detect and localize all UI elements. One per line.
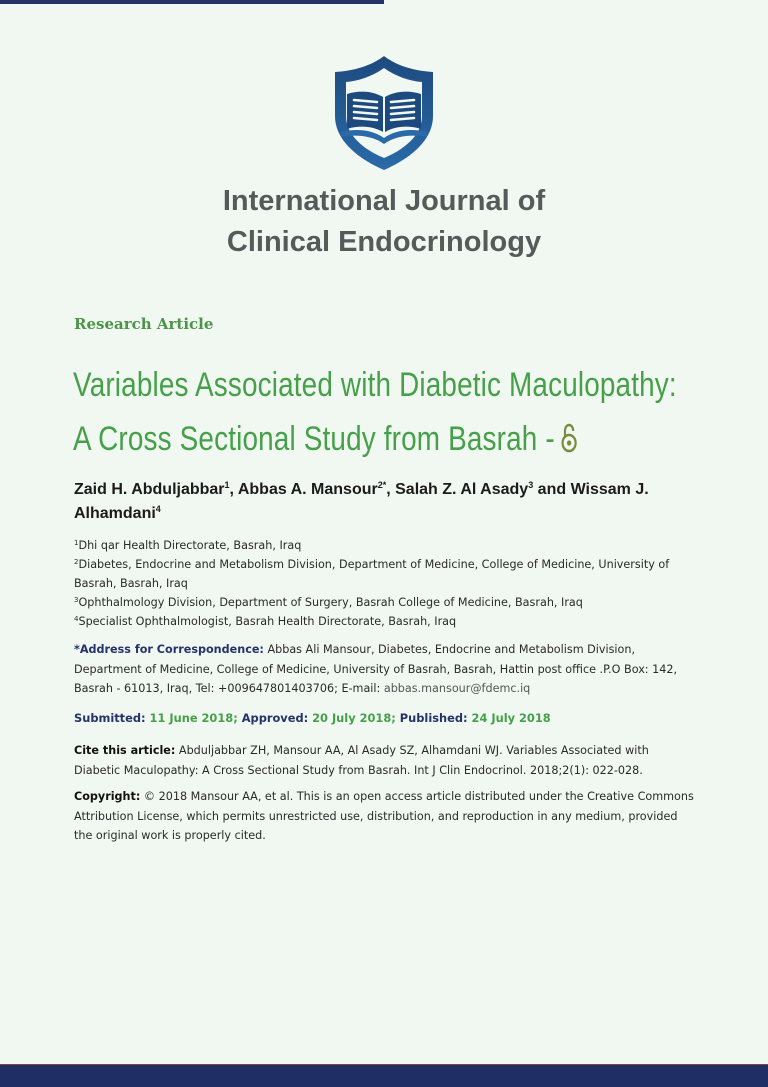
submitted-date: 11 June 2018;: [145, 711, 238, 725]
paper-title: [73, 358, 733, 466]
correspondence-email-link[interactable]: abbas.mansour@fdemc.iq: [383, 682, 531, 695]
paper-title-line1: Variables Associated with Diabetic Maculopathy:: [73, 366, 677, 404]
correspondence-block: [74, 640, 694, 699]
author-affiliation-mark: 1: [224, 480, 230, 490]
approved-date: 20 July 2018;: [308, 711, 396, 725]
affiliation-mark: 1: [74, 539, 79, 547]
affiliation-mark: 4: [74, 615, 79, 623]
published-date: 24 July 2018: [467, 711, 551, 725]
author-separator: and: [533, 481, 571, 498]
correspondence-label: *Address for Correspondence:: [74, 643, 264, 656]
cite-label: Cite this article:: [74, 744, 176, 757]
affiliation-text: Specialist Ophthalmologist, Basrah Health Directorate, Basrah, Iraq: [78, 615, 457, 628]
affiliation-item: [74, 612, 694, 631]
journal-logo: [331, 54, 437, 172]
author-name: Salah Z. Al Asady: [395, 481, 529, 498]
author-name: Abbas A. Mansour: [237, 481, 378, 498]
author-affiliation-mark: 2*: [377, 480, 387, 490]
affiliation-item: [74, 593, 694, 612]
citation-block: [74, 741, 696, 780]
copyright-text: © 2018 Mansour AA, et al. This is an open access article distributed under the Creative Commons Attribution License, which permits unrestricted use, distribution, and reproduction in any medium, provided the original work is properly cited.: [74, 790, 694, 842]
paper-title-line2-text: A Cross Sectional Study from Basrah -: [73, 420, 555, 458]
affiliation-mark: 2: [74, 558, 79, 566]
open-access-lock-icon: [560, 415, 578, 445]
affiliation-list: [74, 536, 694, 631]
copyright-block: [74, 787, 696, 846]
author-name: Zaid H. Abduljabbar: [74, 481, 225, 498]
affiliation-text: Diabetes, Endocrine and Metabolism Division, Department of Medicine, College of Medicine, University of Basrah, Basrah, Iraq: [74, 558, 670, 590]
affiliation-item: [74, 555, 694, 593]
author-separator: ,: [386, 481, 396, 498]
bottom-footer-bar: [0, 1064, 768, 1087]
author-affiliation-mark: 3: [528, 480, 534, 490]
publication-dates: [74, 711, 694, 725]
affiliation-item: [74, 536, 694, 555]
submitted-label: Submitted:: [74, 711, 146, 725]
correspondence-text: Abbas Ali Mansour, Diabetes, Endocrine and Metabolism Division, Department of Medicine, College of Medicine, University of Basrah, Basrah, Hattin post office .P.O Box: 142, Basrah - 61013, Iraq, Tel: +009647801403706; E-mail:: [74, 643, 678, 695]
affiliation-text: Ophthalmology Division, Department of Surgery, Basrah College of Medicine, Basrah, Iraq: [78, 596, 583, 609]
top-accent-bar: [0, 0, 384, 4]
journal-title: [0, 181, 768, 263]
journal-title-line2: Clinical Endocrinology: [226, 226, 542, 258]
author-affiliation-mark: 4: [155, 504, 161, 514]
journal-title-line1: International Journal of: [222, 185, 546, 217]
author-separator: ,: [229, 481, 238, 498]
paper-title-line2: [73, 412, 733, 466]
article-type-label: Research Article: [74, 315, 214, 333]
copyright-label: Copyright:: [74, 790, 141, 803]
author-name: Wissam J. Alhamdani: [74, 481, 649, 522]
approved-label: Approved:: [237, 711, 309, 725]
published-label: Published:: [395, 711, 468, 725]
shield-book-icon: [331, 54, 437, 172]
affiliation-mark: 3: [74, 596, 79, 604]
cite-text: Abduljabbar ZH, Mansour AA, Al Asady SZ, Alhamdani WJ. Variables Associated with Diabetic Maculopathy: A Cross Sectional Study from Basrah. Int J Clin Endocrinol. 2018;2(1): 022-028.: [74, 744, 649, 777]
author-list: [74, 478, 694, 526]
affiliation-text: Dhi qar Health Directorate, Basrah, Iraq: [78, 539, 302, 552]
